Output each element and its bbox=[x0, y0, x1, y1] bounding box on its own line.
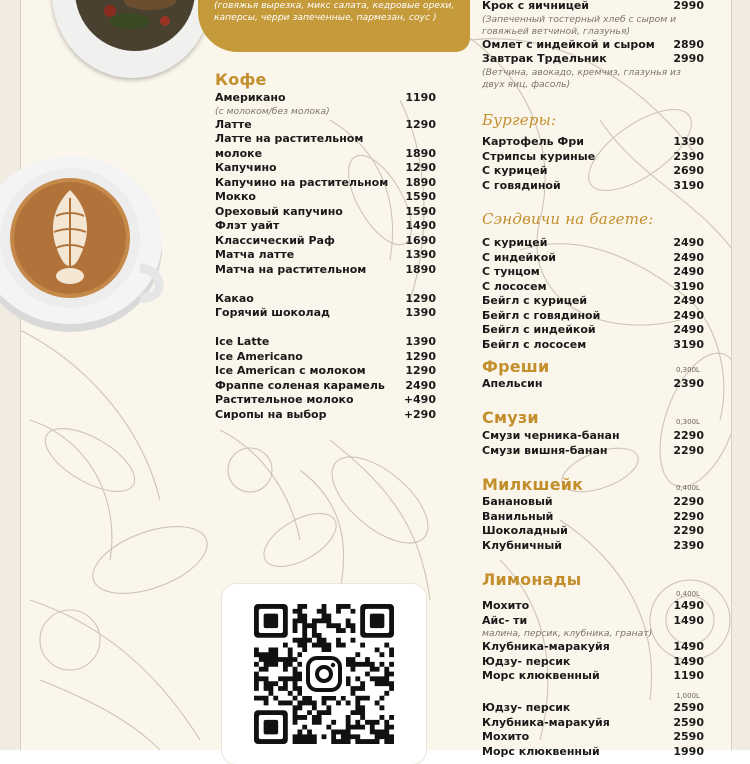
menu-item-name: Морс клюквенный bbox=[482, 669, 600, 682]
menu-item-price: 2590 bbox=[673, 701, 704, 714]
menu-item-name: Айс- ти bbox=[482, 613, 528, 627]
menu-item-name: Растительное молоко bbox=[215, 393, 354, 406]
menu-item bbox=[482, 294, 704, 309]
menu-item-name: Бейгл с лососем bbox=[482, 337, 587, 351]
menu-item-price: 1590 bbox=[405, 190, 436, 203]
menu-item bbox=[482, 640, 704, 655]
menu-item bbox=[215, 379, 436, 394]
menu-item bbox=[482, 495, 704, 510]
menu-item-name: Сиропы на выбор bbox=[215, 407, 327, 421]
menu-item-price: 1490 bbox=[673, 613, 704, 627]
menu-item-name: Американо bbox=[215, 91, 286, 104]
menu-item-price: 1490 bbox=[673, 640, 704, 653]
menu-item-name: Клубничный bbox=[482, 538, 563, 552]
menu-item bbox=[215, 161, 436, 176]
menu-item bbox=[482, 429, 704, 444]
menu-item bbox=[215, 176, 436, 191]
menu-item-name: Смузи вишня-банан bbox=[482, 443, 608, 457]
menu-item-price: 2490 bbox=[405, 378, 436, 392]
menu-item bbox=[482, 0, 704, 14]
menu-item bbox=[215, 219, 436, 234]
menu-item bbox=[482, 280, 704, 295]
menu-item-price: 1490 bbox=[673, 654, 704, 668]
menu-item bbox=[482, 309, 704, 324]
menu-item-name: Латте bbox=[215, 117, 252, 131]
menu-item-name: Латте на растительном bbox=[215, 132, 364, 145]
menu-item-price: 3190 bbox=[673, 279, 704, 293]
menu-item-name: С тунцом bbox=[482, 265, 540, 278]
menu-item-name: Мохито bbox=[482, 730, 530, 743]
menu-item-name: Ореховый капучино bbox=[215, 204, 343, 218]
smoothie-section-title: Смузи bbox=[482, 408, 539, 427]
menu-item-name: Капучино bbox=[215, 161, 277, 174]
menu-item-price: 1890 bbox=[405, 146, 436, 160]
menu-item bbox=[482, 599, 704, 614]
menu-item-price: 1890 bbox=[405, 175, 436, 189]
coffee-cup-photo bbox=[0, 140, 170, 340]
menu-item bbox=[482, 150, 704, 165]
menu-item-name: С курицей bbox=[482, 236, 548, 249]
menu-item-name: Клубника-маракуйя bbox=[482, 640, 610, 653]
menu-item bbox=[482, 52, 704, 67]
menu-item-price: 1190 bbox=[405, 91, 436, 104]
item-note: двух яиц, фасоль) bbox=[482, 78, 571, 90]
breakfast-list bbox=[482, 0, 704, 91]
salad-description: (говяжья вырезка, микс салата, кедровые орехи, каперсы, черри запеченные, пармезан, соус ) bbox=[214, 0, 455, 23]
menu-item-name: Крок с яичницей bbox=[482, 0, 590, 12]
instagram-icon bbox=[302, 652, 346, 696]
menu-item bbox=[482, 444, 704, 459]
menu-item-price: 1190 bbox=[673, 669, 704, 682]
menu-item-name: С индейкой bbox=[482, 250, 556, 264]
menu-item-price: 2490 bbox=[673, 323, 704, 336]
menu-item-price: 2490 bbox=[673, 265, 704, 278]
menu-item-price: 3190 bbox=[673, 178, 704, 192]
menu-item-price: 1490 bbox=[405, 219, 436, 232]
item-note: (с молоком/без молока) bbox=[215, 105, 330, 117]
menu-item-name: Горячий шоколад bbox=[215, 306, 330, 319]
menu-item-name: Классический Раф bbox=[215, 233, 335, 247]
menu-item-price: 2590 bbox=[673, 730, 704, 743]
menu-item-name: Стрипсы куриные bbox=[482, 149, 596, 163]
fresh-section-title: Фреши bbox=[482, 357, 550, 376]
menu-item-price: 1290 bbox=[405, 364, 436, 377]
menu-item-price: 1290 bbox=[405, 161, 436, 174]
menu-item-name: Капучино на растительном bbox=[215, 175, 389, 189]
menu-item bbox=[482, 745, 704, 760]
menu-item-name: Мохито bbox=[482, 599, 530, 612]
menu-item-name: Морс клюквенный bbox=[482, 744, 600, 758]
menu-item-name: Смузи черника-банан bbox=[482, 429, 620, 442]
item-note: говяжьей ветчиной, глазунья) bbox=[482, 25, 631, 37]
menu-item-price: 1490 bbox=[673, 599, 704, 612]
page-edge-right bbox=[731, 0, 750, 750]
menu-item-price: 2890 bbox=[673, 37, 704, 51]
menu-item bbox=[482, 179, 704, 194]
menu-item-price: 2490 bbox=[673, 236, 704, 249]
coffee-section-title: Кофе bbox=[215, 70, 267, 89]
menu-item-name: Бейгл с говядиной bbox=[482, 308, 601, 322]
qr-code-icon[interactable] bbox=[254, 600, 394, 750]
menu-item-price: 1990 bbox=[673, 744, 704, 758]
menu-item-name: Бейгл с курицей bbox=[482, 294, 588, 307]
menu-item bbox=[482, 38, 704, 53]
menu-item-name: Омлет с индейкой и сыром bbox=[482, 37, 655, 51]
menu-item-name: Ванильный bbox=[482, 509, 554, 523]
menu-item-name: Ice Latte bbox=[215, 335, 270, 348]
menu-item bbox=[215, 408, 436, 423]
menu-item-price: +290 bbox=[403, 407, 436, 421]
page-edge-left bbox=[0, 0, 21, 750]
menu-item bbox=[482, 338, 704, 353]
menu-item-name: С курицей bbox=[482, 164, 548, 177]
menu-item bbox=[215, 190, 436, 205]
menu-item-price: 2290 bbox=[673, 495, 704, 508]
menu-item bbox=[215, 91, 436, 106]
menu-item-price: 1390 bbox=[673, 135, 704, 148]
menu-item bbox=[215, 335, 436, 350]
menu-item bbox=[215, 306, 436, 321]
menu-item-price: 2290 bbox=[673, 443, 704, 457]
menu-item-name: Какао bbox=[215, 291, 254, 305]
lemonade-list bbox=[482, 599, 704, 684]
menu-item-name: Бейгл с индейкой bbox=[482, 323, 596, 336]
burgers-section-title: Бургеры: bbox=[482, 111, 557, 129]
menu-item-name: Матча латте bbox=[215, 248, 295, 261]
menu-item-price: 2490 bbox=[673, 250, 704, 264]
menu-item bbox=[215, 364, 436, 379]
item-note: (Ветчина, авокадо, кремчиз, глазунья из bbox=[482, 66, 681, 78]
menu-item bbox=[215, 350, 436, 365]
menu-item-name: Фраппе соленая карамель bbox=[215, 378, 385, 392]
menu-item-price: 1390 bbox=[405, 248, 436, 261]
milkshake-list bbox=[482, 495, 704, 553]
list-gap bbox=[215, 277, 436, 292]
menu-item-price: 1390 bbox=[405, 335, 436, 348]
milkshake-volume: 0,400L bbox=[676, 484, 700, 492]
menu-item bbox=[215, 118, 436, 133]
menu-item bbox=[215, 263, 436, 278]
menu-item bbox=[482, 730, 704, 745]
menu-item-name: Картофель Фри bbox=[482, 135, 584, 148]
milkshake-section-title: Милкшейк bbox=[482, 475, 584, 494]
menu-item bbox=[482, 236, 704, 251]
menu-item bbox=[482, 164, 704, 179]
menu-item-name: Завтрак Трдельник bbox=[482, 52, 607, 65]
menu-item-price: 1290 bbox=[405, 291, 436, 305]
menu-item bbox=[482, 716, 704, 731]
menu-item-name: Ice Americano bbox=[215, 349, 303, 363]
menu-item bbox=[482, 510, 704, 525]
menu-item-name: молоке bbox=[215, 146, 263, 160]
menu-item-price: 1290 bbox=[405, 349, 436, 363]
menu-item-name: Шоколадный bbox=[482, 524, 568, 537]
menu-item-price: 1890 bbox=[405, 262, 436, 276]
menu-item-name: Клубника-маракуйя bbox=[482, 715, 610, 729]
menu-item bbox=[482, 614, 704, 629]
item-note: малина, персик, клубника, гранат) bbox=[482, 628, 653, 639]
menu-item-price: 2290 bbox=[673, 429, 704, 442]
item-note: (Запеченный тостерный хлеб с сыром и bbox=[482, 13, 677, 25]
menu-item bbox=[482, 323, 704, 338]
burgers-list bbox=[482, 135, 704, 193]
menu-item-price: 2990 bbox=[673, 0, 704, 12]
menu-item-price: 2990 bbox=[673, 52, 704, 65]
lemonade-section-title: Лимонады bbox=[482, 570, 582, 589]
menu-item bbox=[482, 524, 704, 539]
lemonade-volume-small: 0,400L bbox=[676, 590, 700, 598]
menu-item-price: 2290 bbox=[673, 509, 704, 523]
menu-item-name: Апельсин bbox=[482, 377, 543, 390]
menu-item bbox=[482, 135, 704, 150]
sandwiches-section-title: Сэндвичи на багете: bbox=[482, 210, 654, 228]
lemonade-large-list bbox=[482, 701, 704, 759]
menu-item bbox=[482, 539, 704, 554]
coffee-list bbox=[215, 91, 436, 422]
menu-item bbox=[215, 132, 436, 147]
menu-item-price: +490 bbox=[403, 393, 436, 406]
menu-item bbox=[482, 251, 704, 266]
smoothie-volume: 0,300L bbox=[676, 418, 700, 426]
menu-item-price: 1690 bbox=[405, 233, 436, 247]
menu-item-price: 1290 bbox=[405, 117, 436, 131]
menu-item bbox=[215, 205, 436, 220]
menu-item bbox=[482, 655, 704, 670]
menu-item-price: 2390 bbox=[673, 149, 704, 163]
menu-item-name: Мокко bbox=[215, 190, 256, 203]
menu-item-price: 3190 bbox=[673, 337, 704, 351]
menu-item-price: 2590 bbox=[673, 715, 704, 729]
list-gap bbox=[215, 321, 436, 336]
menu-item-name: Банановый bbox=[482, 495, 553, 508]
menu-item-name: С лососем bbox=[482, 279, 547, 293]
lemonade-volume-large: 1,000L bbox=[676, 692, 700, 700]
menu-item-name: Матча на растительном bbox=[215, 262, 367, 276]
menu-item bbox=[482, 701, 704, 716]
menu-item-price: 2390 bbox=[673, 377, 704, 390]
fresh-volume: 0,300L bbox=[676, 366, 700, 374]
menu-item bbox=[482, 265, 704, 280]
menu-item-price: 2390 bbox=[673, 538, 704, 552]
fresh-list bbox=[482, 377, 704, 392]
menu-item bbox=[482, 669, 704, 684]
menu-item-price: 2690 bbox=[673, 164, 704, 177]
menu-item-price: 2490 bbox=[673, 294, 704, 307]
menu-item-price: 2490 bbox=[673, 308, 704, 322]
menu-item-price: 1390 bbox=[405, 306, 436, 319]
menu-item-name: Юдзу- персик bbox=[482, 701, 571, 714]
menu-item-name: Юдзу- персик bbox=[482, 654, 571, 668]
menu-item-name: Флэт уайт bbox=[215, 219, 280, 232]
menu-item-price: 1590 bbox=[405, 204, 436, 218]
menu-item bbox=[215, 292, 436, 307]
menu-item bbox=[482, 377, 704, 392]
menu-item bbox=[215, 393, 436, 408]
sandwiches-list bbox=[482, 236, 704, 352]
smoothie-list bbox=[482, 429, 704, 458]
menu-item bbox=[215, 248, 436, 263]
menu-item bbox=[215, 234, 436, 249]
menu-item-price: 2290 bbox=[673, 524, 704, 537]
menu-item-name: Ice American с молоком bbox=[215, 364, 366, 377]
menu-item-name: С говядиной bbox=[482, 178, 561, 192]
menu-item bbox=[215, 147, 436, 162]
